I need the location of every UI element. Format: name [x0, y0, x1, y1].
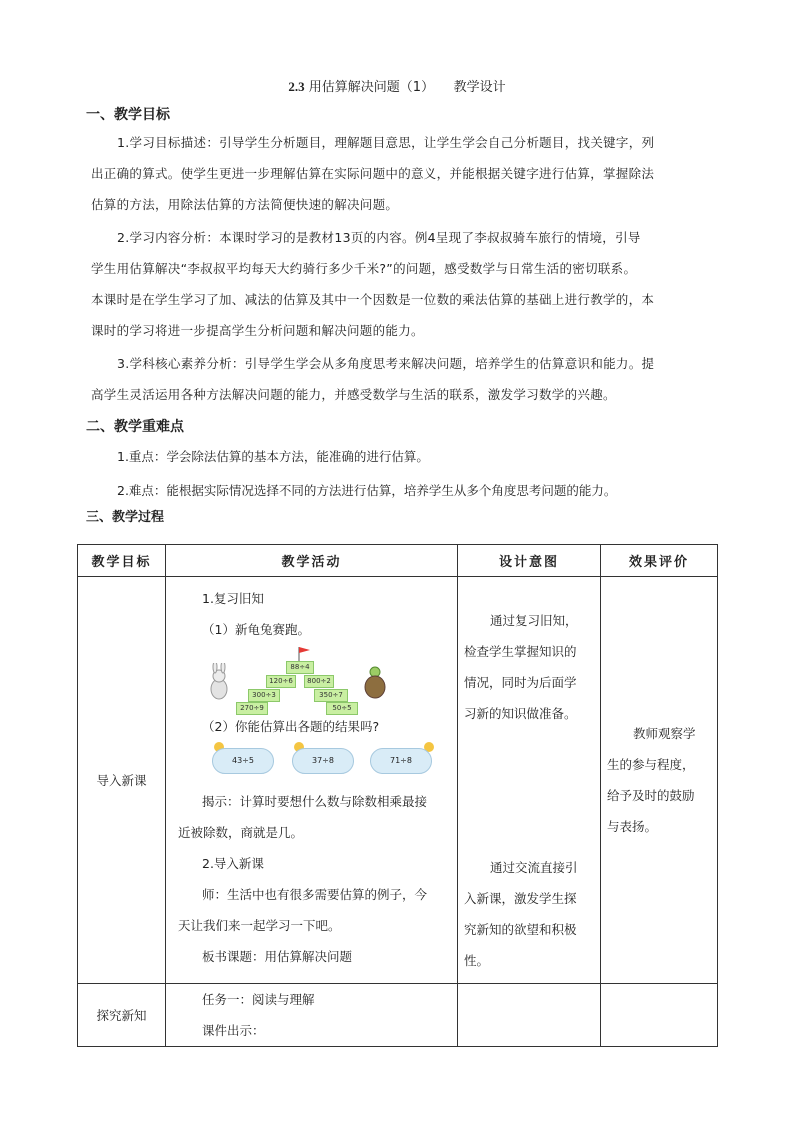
- p2-line-2: 学生用估算解决“李叔叔平均每天大约骑行多少千米?”的问题，感受数学与日常生活的密切联系。: [91, 261, 637, 276]
- activity-race: （1）新龟兔赛跑。: [202, 622, 310, 637]
- row-intent-explore: [458, 984, 601, 1047]
- cloud-problem: 71÷8: [370, 748, 432, 774]
- turtle-icon: [362, 665, 388, 701]
- intent-1-line: 情况，同时为后面学: [464, 675, 577, 690]
- activity-review: 1.复习旧知: [202, 591, 264, 606]
- pyramid-box: 300÷3: [248, 689, 280, 702]
- activity-courseware: 课件出示：: [202, 1023, 265, 1038]
- header-activity: 教学活动: [166, 545, 458, 577]
- eval-line: 给予及时的鼓励: [607, 788, 695, 803]
- document-title: [0, 76, 794, 95]
- section-heading-key-points: 二、教学重难点: [86, 419, 184, 435]
- header-intent: 设计意图: [458, 545, 601, 577]
- key-point: 1.重点：学会除法估算的基本方法，能准确的进行估算。: [117, 449, 429, 464]
- activity-estimate-question: （2）你能估算出各题的结果吗?: [202, 719, 380, 734]
- eval-line: 教师观察学: [633, 726, 696, 741]
- p1-line-3: 估算的方法，用除法估算的方法简便快速的解决问题。: [91, 197, 399, 212]
- paragraph-goal-description: [91, 127, 705, 220]
- p2-line-4: 课时的学习将进一步提高学生分析问题和解决问题的能力。: [91, 323, 424, 338]
- header-evaluation: 效果评价: [601, 545, 718, 577]
- pyramid-box: 88÷4: [286, 661, 314, 674]
- row-activity-intro: [166, 577, 458, 984]
- activity-new-lesson: 2.导入新课: [202, 856, 264, 871]
- row-eval-explore: [601, 984, 718, 1047]
- intent-2-line: 入新课，激发学生探: [464, 891, 577, 906]
- pyramid-box: 800÷2: [304, 675, 334, 688]
- difficult-point: 2.难点：能根据实际情况选择不同的方法进行估算，培养学生从多个角度思考问题的能力。: [117, 483, 617, 498]
- p1-line-1: 1.学习目标描述：引导学生分析题目，理解题目意思，让学生学会自己分析题目，找关键字，列: [117, 135, 655, 150]
- p3-line-1: 3.学科核心素养分析：引导学生学会从多角度思考来解决问题，培养学生的估算意识和能力。提: [117, 356, 655, 371]
- rabbit-icon: [204, 663, 234, 703]
- row-intent-intro: [458, 577, 601, 984]
- activity-teacher-line1: 师：生活中也有很多需要估算的例子，今: [202, 887, 428, 902]
- cloud-problem: 37÷8: [292, 748, 354, 774]
- table-header-row: [78, 545, 718, 577]
- row-eval-intro: [601, 577, 718, 984]
- flag-icon: [296, 645, 312, 661]
- activity-teacher-line2: 天让我们来一起学习一下吧。: [178, 918, 341, 933]
- p1-line-2: 出正确的算式。使学生更进一步理解估算在实际问题中的意义，并能根据关键字进行估算，掌握除法: [91, 166, 655, 181]
- table-row: [78, 984, 718, 1047]
- activity-board-title: 板书课题：用估算解决问题: [202, 949, 353, 964]
- row-activity-explore: [166, 984, 458, 1047]
- intent-2-line: 通过交流直接引: [490, 860, 578, 875]
- activity-reveal-line2: 近被除数，商就是几。: [178, 825, 304, 840]
- activity-task-one: 任务一：阅读与理解: [202, 992, 315, 1007]
- cloud-problem: 43÷5: [212, 748, 274, 774]
- p2-line-3: 本课时是在学生学习了加、减法的估算及其中一个因数是一位数的乘法估算的基础上进行教学的，本: [91, 292, 655, 307]
- intent-1-line: 习新的知识做准备。: [464, 706, 577, 721]
- teaching-process-table: [77, 544, 718, 1047]
- intent-2-line: 究新知的欲望和积极: [464, 922, 577, 937]
- table-row: [78, 577, 718, 984]
- intent-1-line: 通过复习旧知，: [490, 613, 578, 628]
- eval-line: 生的参与程度，: [607, 757, 695, 772]
- pyramid-box: 270÷9: [236, 702, 268, 715]
- intent-1-line: 检查学生掌握知识的: [464, 644, 577, 659]
- estimate-clouds-figure: [178, 742, 449, 786]
- pyramid-box: 120÷6: [266, 675, 296, 688]
- section-heading-process: 三、教学过程: [86, 510, 165, 525]
- paragraph-core-literacy: [91, 348, 705, 410]
- row-goal-explore: 探究新知: [78, 984, 166, 1047]
- pyramid-box: 50÷5: [326, 702, 358, 715]
- race-pyramid-figure: [178, 645, 449, 711]
- header-goal: 教学目标: [78, 545, 166, 577]
- section-heading-goals: 一、教学目标: [86, 107, 170, 123]
- p2-line-1: 2.学习内容分析：本课时学习的是教材13页的内容。例4呈现了李叔叔骑车旅行的情境，引导: [117, 230, 641, 245]
- eval-line: 与表扬。: [607, 819, 658, 834]
- intent-2-line: 性。: [464, 953, 490, 968]
- title-text: 用估算解决问题（1） 教学设计: [308, 80, 506, 95]
- title-number: 2.3: [288, 79, 305, 94]
- row-goal-intro: 导入新课: [78, 577, 166, 984]
- paragraph-content-analysis: [91, 222, 705, 346]
- pyramid-box: 350÷7: [314, 689, 348, 702]
- activity-reveal-line1: 揭示：计算时要想什么数与除数相乘最接: [202, 794, 428, 809]
- p3-line-2: 高学生灵活运用各种方法解决问题的能力，并感受数学与生活的联系，激发学习数学的兴趣。: [91, 387, 616, 402]
